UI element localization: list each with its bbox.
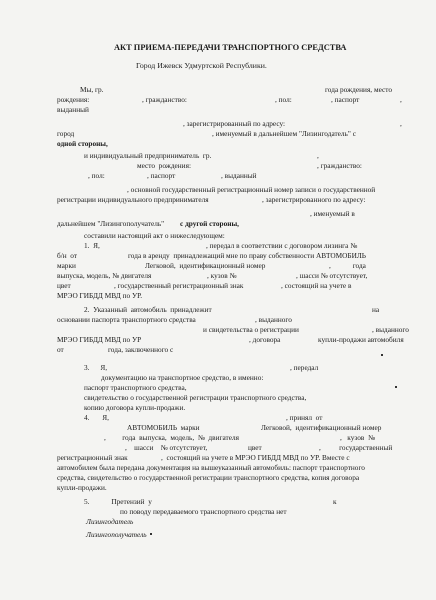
document-text-line: рождения: <box>57 95 90 104</box>
document-text-line: цвет <box>57 281 71 290</box>
document-text-line: МРЭО ГИБДД МВД по УР. <box>57 291 143 300</box>
document-text-line: регистрации индивидуального предпринимателя <box>57 195 209 204</box>
document-text-line: регистрационный знак <box>57 453 128 462</box>
document-text-line: Легковой, идентификационный номер <box>261 423 382 432</box>
document-text-line: документацию на транспортное средство, в именно: <box>101 373 264 382</box>
document-text-line: , зарегистрированный по адресу: <box>183 119 286 128</box>
document-text-line: , государственный <box>319 443 393 452</box>
document-text-line: копию договора купли-продажи. <box>84 403 186 412</box>
document-text-line: на <box>372 305 380 314</box>
document-text-line: , выданного <box>372 325 409 334</box>
document-text-line: купли-продажи автомобиля <box>318 335 404 344</box>
document-text-line: , состоящий на учете в МРЭО ГИБДД МВД по УР. Вместе с <box>161 453 350 462</box>
document-text-line: , гражданство: <box>317 161 362 170</box>
document-text-line: 4. Я, <box>84 413 109 422</box>
document-text-line: , зарегистрированного по адресу: <box>262 195 366 204</box>
document-text-line: б/н от <box>57 251 78 260</box>
document-text-line: автомобилем была передана документация на вышеуказанный автомобиль: паспорт транспортного <box>57 463 365 472</box>
document-text-line: основании паспорта транспортного средства <box>57 315 196 324</box>
document-text-line: , гражданство: <box>142 95 187 104</box>
document-text-line: к <box>333 497 337 506</box>
document-text-line: , договора <box>249 335 281 344</box>
document-text-line: , года <box>329 261 366 270</box>
document-text-line: , выданный <box>221 171 257 180</box>
document-text-line: , <box>317 151 319 160</box>
document-text-line: , государственный регистрационный знак <box>114 281 244 290</box>
document-text-line: , <box>400 95 402 104</box>
document-text-line: МРЭО ГИБДД МВД по УР <box>57 335 142 344</box>
document-text-line: , пол: <box>275 95 292 104</box>
document-text-line: 3. Я, <box>84 363 108 372</box>
document-text-line: , пол: <box>88 171 105 180</box>
document-text-line: цвет <box>248 443 262 452</box>
document-text-line: , именуемый в <box>310 209 355 218</box>
document-text-line: купли-продажи. <box>57 483 107 492</box>
document-text-line: марки <box>57 261 76 270</box>
document-text-line: года, заключенного с <box>108 345 174 354</box>
document-text-line: , принял от <box>286 413 323 422</box>
document-text-line: место рождения: <box>137 161 191 170</box>
document-text-line: года в аренду принадлежащий мне по праву собственности АВТОМОБИЛЬ <box>128 251 366 260</box>
document-text-line: , паспорт <box>147 171 176 180</box>
document-title: АКТ ПРИЕМА-ПЕРЕДАЧИ ТРАНСПОРТНОГО СРЕДСТВА <box>114 43 347 52</box>
document-text-line: , именуемый в дальнейшем "Лизингодатель" с <box>212 129 356 138</box>
scan-mark <box>150 533 152 535</box>
document-text-line: , паспорт <box>331 95 360 104</box>
document-text-line: , шасси № отсутствует, <box>296 271 368 280</box>
document-text-line: выпуска, модель, № двигателя <box>57 271 152 280</box>
document-text-line: 2. Указанный автомобиль принадлежит <box>84 305 212 314</box>
document-text-line: АВТОМОБИЛЬ марки <box>127 423 200 432</box>
lessee-signature-label: Лизингополучатель <box>86 530 147 539</box>
document-text-line: , состоящий на учете в <box>281 281 352 290</box>
document-text-line: года рождения, место <box>325 85 392 94</box>
document-text-line: дальнейшем "Лизингополучатель" <box>57 219 165 228</box>
document-text-line: средства, свидетельство о государственной регистрации транспортного средства, копия договора <box>57 473 360 482</box>
document-text-line: по поводу передаваемого транспортного средства нет <box>120 507 287 516</box>
document-text-line: Легковой, идентификационный номер <box>145 261 266 270</box>
document-text-line: и свидетельства о регистрации <box>203 325 299 334</box>
document-text-line: составили настоящий акт о нижеследующем: <box>84 231 225 240</box>
document-text-line: , передал в соответствии с договором лизинга № <box>206 241 358 250</box>
document-text-line: город <box>57 129 75 138</box>
document-text-line: , года выпуска, модель, № двигателя <box>104 433 239 442</box>
bold-text-line: с другой стороны, <box>180 219 239 228</box>
document-text-line: паспорт транспортного средства, <box>84 383 187 392</box>
document-text-line: 1. Я, <box>84 241 100 250</box>
document-text-line: , <box>400 119 402 128</box>
bold-text-line: одной стороны, <box>57 139 108 148</box>
scan-mark <box>381 354 383 356</box>
document-text-line: , выданного <box>255 315 292 324</box>
document-text-line: и индивидуальный предприниматель гр. <box>84 151 212 160</box>
document-text-line: , основной государственный регистрационный номер записи о государственной <box>127 185 376 194</box>
document-text-line: от <box>57 345 64 354</box>
document-text-line: выданный <box>57 105 89 114</box>
document-text-line: Мы, гр. <box>80 85 104 94</box>
document-text-line: свидетельство о государственной регистрации транспортного средства, <box>84 393 307 402</box>
document-text-line: 5. Претензий у <box>84 497 152 506</box>
document-text-line: , шасси № отсутствует, <box>125 443 208 452</box>
document-text-line: , кузов № <box>340 433 375 442</box>
lessor-signature-label: Лизингодатель <box>86 517 134 526</box>
document-text-line: , кузов № <box>207 271 237 280</box>
city-line: Город Ижевск Удмуртской Республики. <box>136 61 267 70</box>
scan-mark <box>395 386 397 388</box>
document-text-line: , передал <box>290 363 319 372</box>
